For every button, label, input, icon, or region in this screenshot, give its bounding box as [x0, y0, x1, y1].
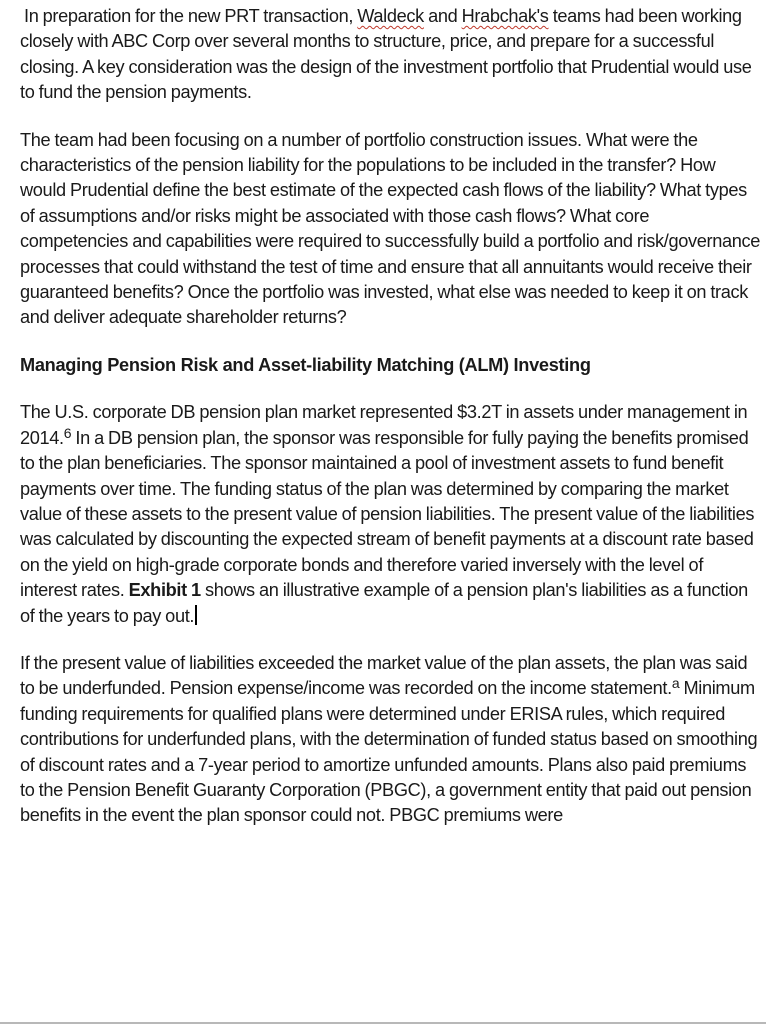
- paragraph-text: teams had been working closely with ABC Corp over several months to structure, price, and prepare for a successful closing. A key consideration was the design of the investment portfolio that Prudential would use to fund the pension payments.: [20, 6, 752, 103]
- paragraph-prt-preparation: [20, 4, 760, 106]
- document-body[interactable]: [20, 4, 760, 851]
- paragraph-text: In a DB pension plan, the sponsor was responsible for fully paying the benefits promised to the plan beneficiaries. The sponsor maintained a pool of investment assets to fund benefit payments over time. The funding status of the plan was determined by comparing the market value of these assets to the present value of pension liabilities. The present value of the liabilities was calculated by discounting the expected stream of benefit payments at a discount rate based on the yield on high-grade corporate bonds and therefore varied inversely with the level of interest rates.: [20, 427, 755, 601]
- spellcheck-word-waldeck[interactable]: Waldeck: [357, 6, 424, 26]
- exhibit-reference: Exhibit 1: [128, 580, 201, 601]
- text-cursor: [195, 605, 197, 625]
- paragraph-text: shows an illustrative example of a pension plan's liabilities as a function of the years to pay out.: [20, 580, 748, 626]
- section-heading: Managing Pension Risk and Asset-liability Matching (ALM) Investing: [20, 354, 591, 375]
- paragraph-portfolio-issues: The team had been focusing on a number of portfolio construction issues. What were the characteristics of the pension liability for the populations to be included in the transfer? How would Prudential define the best estimate of the expected cash flows of the liability? What types of assumptions and/or risks might be associated with those cash flows? What core competencies and capabilities were required to successfully build a portfolio and risk/governance processes that could withstand the test of time and ensure that all annuitants would receive their guaranteed benefits? Once the portfolio was invested, what else was needed to keep it on track and deliver adequate shareholder returns?: [20, 129, 761, 328]
- paragraph-text: The U.S. corporate DB pension plan market represented $3.2T in assets under management in 2014.: [20, 402, 748, 448]
- paragraph-text: and: [423, 6, 462, 26]
- spellcheck-word-hrabchak[interactable]: Hrabchak's: [461, 6, 549, 26]
- paragraph-text: If the present value of liabilities exceeded the market value of the plan assets, the plan was said to be underfunded. Pension expense/income was recorded on the income statement.: [20, 652, 748, 699]
- paragraph-underfunded: [20, 651, 760, 829]
- paragraph-text: Minimum funding requirements for qualified plans were determined under ERISA rules, which required contributions for underfunded plans, with the determination of funded status based on smoothing of discount rates and a 7-year period to amortize unfunded amounts. Plans also paid premiums to the Pension Benefit Guaranty Corporation (PBGC), a government entity that paid out pension benefits in the event the plan sponsor could not. PBGC premiums were: [20, 678, 758, 826]
- footnote-reference[interactable]: a: [671, 675, 680, 692]
- footnote-reference[interactable]: 6: [63, 424, 72, 441]
- paragraph-text: In preparation for the new PRT transaction,: [24, 6, 358, 26]
- paragraph-db-pension-market: [20, 400, 760, 629]
